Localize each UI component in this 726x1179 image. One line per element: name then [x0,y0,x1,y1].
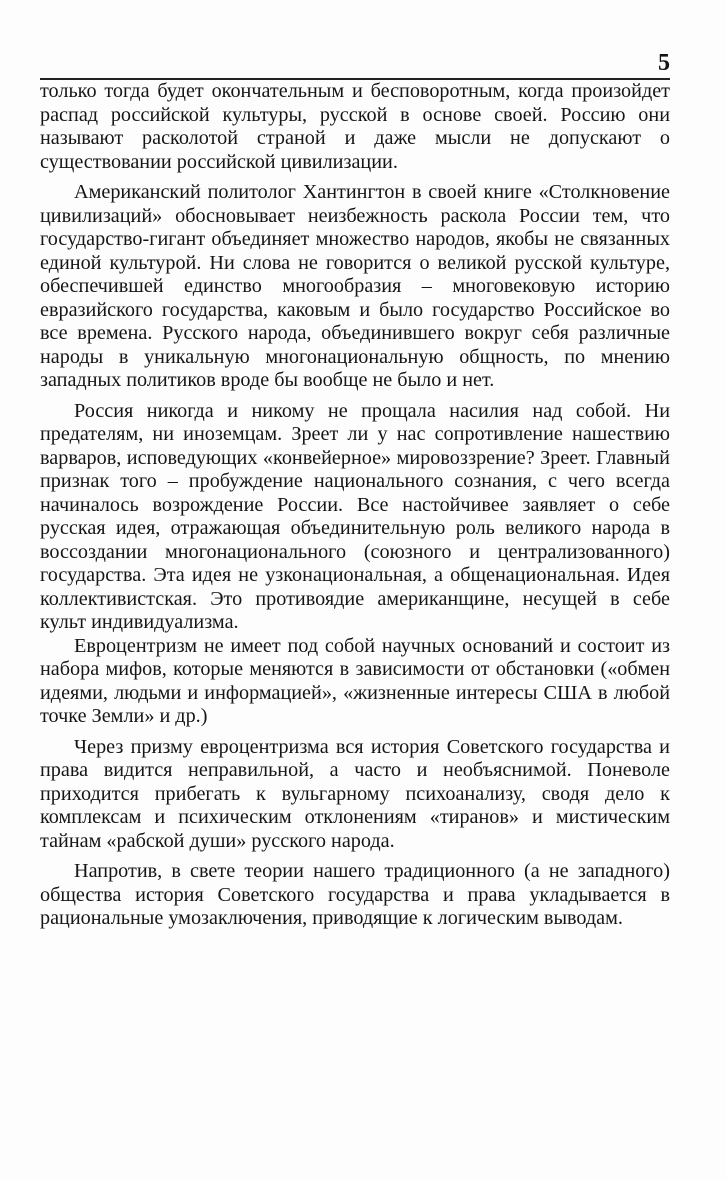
paragraph-3: Россия никогда и никому не прощала насилия над собой. Ни предателям, ни иноземцам. Зреет ли у нас сопротивление нашествию варваров, исповедующих «конвейерное» мировоззрение? Зреет. Главный признак того – пробуждение национального сознания, с чего всегда начиналось возрождение России. Все настойчивее заявляет о себе русская идея, отражающая объединительную роль великого народа в воссоздании многонационального (союзного и централизованного) государства. Эта идея не узконациональная, а общенациональная. Идея коллективистская. Это противоядие американщине, несущей в себе культ индивидуализма. [40,399,670,633]
paragraph-2: Американский политолог Хантингтон в своей книге «Столкновение цивилизаций» обосновывает неизбежность раскола России тем, что государство-гигант объединяет множество народов, якобы не связанных единой культурой. Ни слова не говорится о великой русской культуре, обеспечившей единство многообразия – многовековую историю евразийского государства, каковым и было государство Российское во все времена. Русского народа, объединившего вокруг себя различные народы в уникальную многонациональную общность, по мнению западных политиков вроде бы вообще не было и нет. [40,181,670,391]
page-number: 5 [658,50,670,76]
paragraph-1: только тогда будет окончательным и бесповоротным, когда произойдет распад российской культуры, русской в основе своей. Россию они называют расколотой страной и даже мысли не допускают о существовании российской цивилизации. [40,80,670,173]
paragraph-4: Евроцентризм не имеет под собой научных оснований и состоит из набора мифов, которые меняются в зависимости от обстановки («обмен идеями, людьми и информацией», «жизненные интересы США в любой точке Земли» и др.) [40,634,670,727]
body-text [40,80,670,931]
paragraph-6: Напротив, в свете теории нашего традиционного (а не западного) общества история Советского государства и права укладывается в рациональные умозаключения, приводящие к логическим выводам. [40,860,670,929]
paragraph-5: Через призму евроцентризма вся история Советского государства и права видится неправильной, а часто и необъяснимой. Поневоле приходится прибегать к вульгарному психоанализу, сводя дело к комплексам и психическим отклонениям «тиранов» и мистическим тайнам «рабской души» русского народа. [40,735,670,852]
